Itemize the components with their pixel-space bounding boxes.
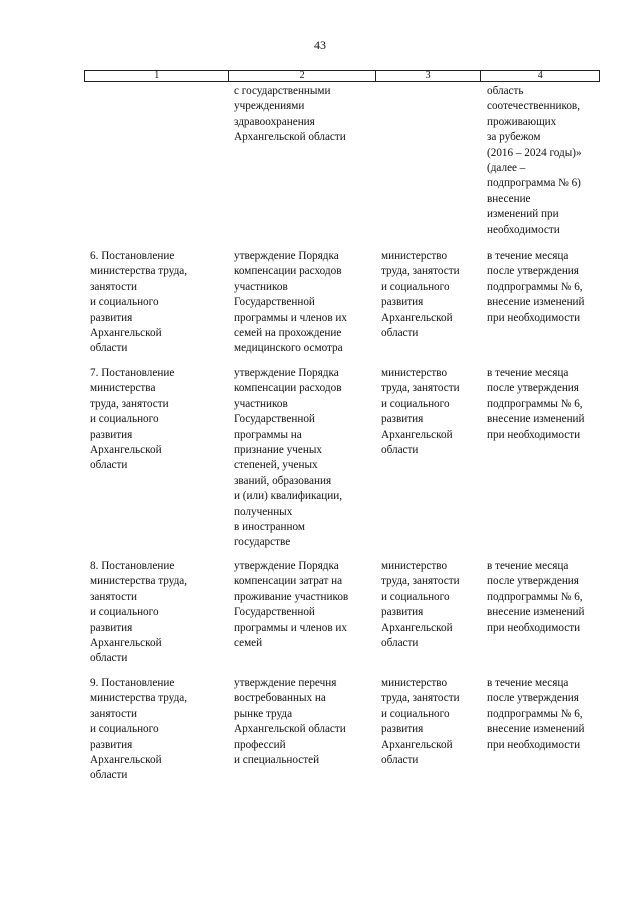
table-header-cell: 3 (375, 71, 481, 81)
deadline-cell: в течение месяца после утверждения подпрограммы № 6, внесение изменений при необходимости (487, 560, 585, 634)
responsible-cell: министерство труда, занятости и социального развития Архангельской области (381, 367, 460, 457)
deadline-cell: в течение месяца после утверждения подпрограммы № 6, внесение изменений при необходимости (487, 250, 585, 324)
deadline-cell: в течение месяца после утверждения подпрограммы № 6, внесение изменений при необходимости (487, 367, 585, 441)
document-name-cell (84, 84, 228, 249)
content-cell: утверждение Порядка компенсации затрат на проживание участников Государственной программы и членов их семей (234, 560, 349, 650)
responsible-cell: министерство труда, занятости и социального развития Архангельской области (381, 250, 460, 340)
table-header-cell: 2 (228, 71, 374, 81)
table-body (84, 84, 600, 796)
table-row (84, 676, 600, 796)
table-header-cell: 4 (480, 71, 599, 81)
document-name-cell: 8. Постановление министерства труда, занятости и социального развития Архангельской области (90, 560, 188, 665)
content-cell: с государственными учреждениями здравоохранения Архангельской области (234, 85, 346, 144)
table-header-cell: 1 (154, 70, 160, 81)
content-cell: утверждение Порядка компенсации расходов участников Государственной программы и членов их семей на прохождение медицинского осмотра (234, 250, 347, 355)
table-row (84, 84, 600, 249)
table-row (84, 366, 600, 559)
table-row (84, 249, 600, 366)
content-cell: утверждение перечня востребованных на рынке труда Архангельской области профессий и специальностей (234, 677, 346, 767)
responsible-cell (375, 84, 481, 249)
document-name-cell: 9. Постановление министерства труда, занятости и социального развития Архангельской области (90, 677, 188, 782)
responsible-cell: министерство труда, занятости и социального развития Архангельской области (381, 560, 460, 650)
deadline-cell: в течение месяца после утверждения подпрограммы № 6, внесение изменений при необходимости (487, 677, 585, 751)
document-name-cell: 6. Постановление министерства труда, занятости и социального развития Архангельской области (90, 250, 188, 355)
table-header-row (84, 70, 600, 82)
document-name-cell: 7. Постановление министерства труда, занятости и социального развития Архангельской области (90, 367, 175, 472)
table-row (84, 559, 600, 676)
responsible-cell: министерство труда, занятости и социального развития Архангельской области (381, 677, 460, 767)
content-cell: утверждение Порядка компенсации расходов участников Государственной программы на признание ученых степеней, ученых званий, образования и (или) квалификации, полученных в иностранном государстве (234, 367, 343, 549)
deadline-cell: область соотечественников, проживающих за рубежом (2016 – 2024 годы)» (далее – подпрограмма № 6) внесение изменений при необходимости (487, 85, 582, 236)
page-number: 43 (314, 38, 326, 52)
